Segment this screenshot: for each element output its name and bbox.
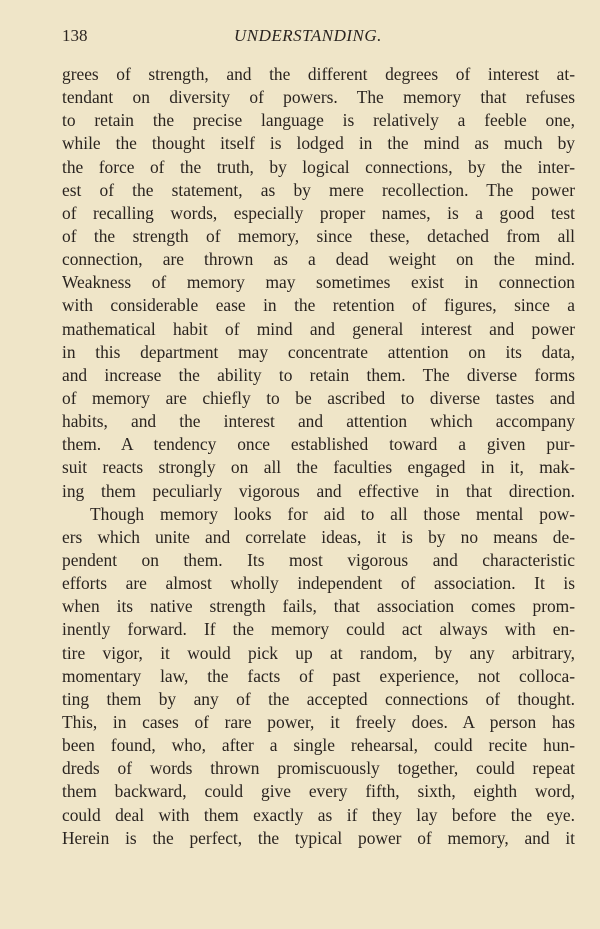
text-line: habits, and the interest and attention which accompany <box>62 411 575 432</box>
text-line: to retain the precise language is relatively a feeble one, <box>62 110 575 131</box>
text-line: pendent on them. Its most vigorous and characteristic <box>62 549 575 570</box>
text-line: them backward, could give every fifth, sixth, eighth word, <box>62 781 575 802</box>
text-line: suit reacts strongly on all the faculties engaged in it, mak- <box>62 457 575 478</box>
text-line: mathematical habit of mind and general interest and power <box>62 318 575 339</box>
text-line: inently forward. If the memory could act always with en- <box>62 619 575 640</box>
text-line: with considerable ease in the retention of figures, since a <box>62 295 575 316</box>
text-line: tire vigor, it would pick up at random, by any arbitrary, <box>62 642 575 663</box>
text-line: of the strength of memory, since these, detached from all <box>62 225 575 246</box>
text-line: efforts are almost wholly independent of association. It is <box>62 573 575 594</box>
page-number: 138 <box>62 26 88 45</box>
text-line: ers which unite and correlate ideas, it is by no means de- <box>62 526 575 547</box>
text-line: and increase the ability to retain them. The diverse forms <box>62 364 575 385</box>
text-line: dreds of words thrown promiscuously together, could repeat <box>62 758 575 779</box>
text-line: been found, who, after a single rehearsal, could recite hun- <box>62 735 575 756</box>
text-line: This, in cases of rare power, it freely does. A person has <box>62 711 575 732</box>
paragraph-start-line: Though memory looks for aid to all those mental pow- <box>90 503 575 524</box>
text-line: of memory are chiefly to be ascribed to diverse tastes and <box>62 387 575 408</box>
page-header <box>62 26 575 50</box>
text-line: could deal with them exactly as if they lay before the eye. <box>62 804 575 825</box>
text-line: momentary law, the facts of past experience, not colloca- <box>62 665 575 686</box>
page-body-text <box>62 63 575 850</box>
text-line: the force of the truth, by logical connections, by the inter- <box>62 156 575 177</box>
running-title: UNDERSTANDING. <box>234 26 382 45</box>
text-line: est of the statement, as by mere recollection. The power <box>62 179 575 200</box>
text-line: in this department may concentrate attention on its data, <box>62 341 575 362</box>
text-line: of recalling words, especially proper names, is a good test <box>62 202 575 223</box>
text-line: Weakness of memory may sometimes exist in connection <box>62 272 575 293</box>
text-line: them. A tendency once established toward a given pur- <box>62 434 575 455</box>
text-line: ting them by any of the accepted connections of thought. <box>62 688 575 709</box>
text-line: when its native strength fails, that association comes prom- <box>62 596 575 617</box>
text-line: while the thought itself is lodged in the mind as much by <box>62 133 575 154</box>
text-line: ing them peculiarly vigorous and effective in that direction. <box>62 480 575 501</box>
text-line: tendant on diversity of powers. The memory that refuses <box>62 87 575 108</box>
text-line: Herein is the perfect, the typical power of memory, and it <box>62 827 575 848</box>
text-line: connection, are thrown as a dead weight on the mind. <box>62 249 575 270</box>
text-line: grees of strength, and the different degrees of interest at- <box>62 64 575 84</box>
